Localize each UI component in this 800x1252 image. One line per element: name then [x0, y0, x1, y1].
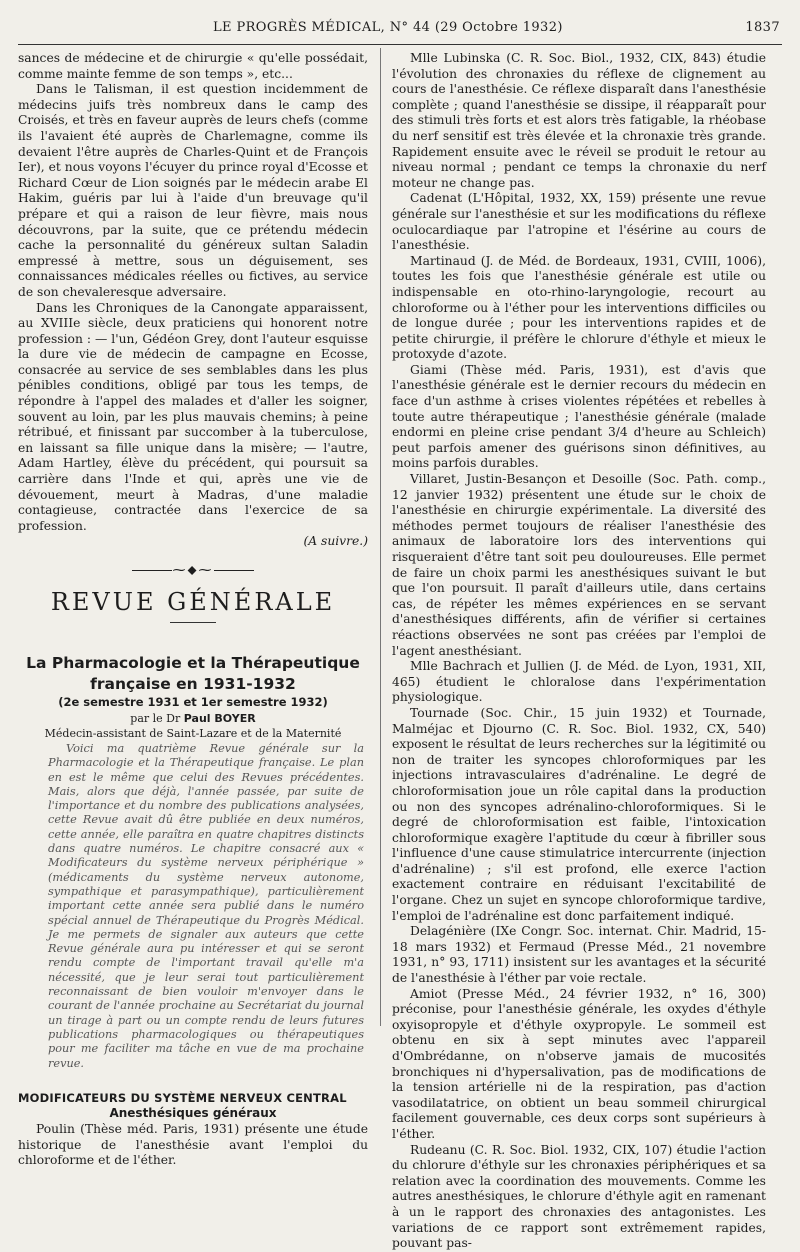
article-title-line-2: française en 1931-1932: [90, 675, 296, 694]
paragraph: Cadenat (L'Hôpital, 1932, XX, 159) présente une revue générale sur l'anesthésie et sur les modifications du réflexe oculocardiaque par l'atropine et l'ésérine au cours de l'anesthésie.: [392, 191, 766, 253]
article-title-line-1: La Pharmacologie et la Thérapeutique: [26, 654, 360, 673]
paragraph: Martinaud (J. de Méd. de Bordeaux, 1931, CVIII, 1006), toutes les fois que l'anesthésie générale est utile ou indispensable en oto-rhino-laryngologie, recourt au chloroforme ou à l'éther pour les interventions difficiles ou de longue durée ; pour les interventions rapides et de petite chirurgie, il préfère le chlorure d'éthyle et mieux le protoxyde d'azote.: [392, 253, 766, 362]
paragraph: Amiot (Presse Méd., 24 février 1932, n° 16, 300) préconise, pour l'anesthésie générale, les oxydes d'éthyle oxyisopropyle et d'éthyle oxypropyle. Le sommeil est obtenu en six à sept minutes avec l'appareil d'Ombrédanne, on n'observe jamais de mucosités bronchiques ni d'hypersalivation, pas de modifications de la tension artérielle ni de la respiration, pas d'action vasodilatatrice, on obtient un beau sommeil chirurgical facilement gouvernable, ces deux corps sont supérieurs à l'éther.: [392, 986, 766, 1141]
left-column: [18, 51, 368, 1169]
paragraph: Dans le Talisman, il est question incidemment de médecins juifs très nombreux dans le camp des Croisés, et très en faveur auprès de leurs chefs (comme ils l'avaient été auprès de Charlemagne, comme ils devaient l'être auprès de Charles-Quint et de François Ier), et nous voyons l'écuyer du prince royal d'Ecosse et Richard Cœur de Lion soignés par le médecin arabe El Hakim, guéris par lui à l'aide d'un breuvage qu'il prépare et qui a raison de leur fièvre, mais nous découvrons, par la suite, que ce prétendu médecin cache la personnalité du généreux sultan Saladin empressé à mettre, sous un déguisement, ses connaissances médicales réelles ou fictives, au service de son chevaleresque adversaire.: [18, 82, 368, 299]
heading-modificateurs: MODIFICATEURS DU SYSTÈME NERVEUX CENTRAL: [18, 1090, 347, 1105]
author-line: par le Dr Paul BOYER: [130, 711, 256, 725]
paragraph: Tournade (Soc. Chir., 15 juin 1932) et Tournade, Malméjac et Djourno (C. R. Soc. Biol. 1932, CX, 540) exposent le résultat de leurs recherches sur la légitimité ou non de traiter les syncopes chloroformiques par les injections intravasculaires d'adrénaline. Le degré de chloroformisation joue un rôle capital dans la production ou non des syncopes adrénalino-chloroformiques. Si le degré de chloroformisation est faible, l'intoxication chloroformique exagère l'aptitude du cœur à fibriller sous l'influence d'une cause stimulatrice intercurrente (injection d'adrénaline) ; s'il est profond, elle exerce l'action exactement contraire en réduisant l'excitabilité de l'organe. Chez un sujet en syncope chloroformique tardive, l'emploi de l'adrénaline est donc parfaitement indiqué.: [392, 705, 766, 923]
journal-title: LE PROGRÈS MÉDICAL, N° 44 (29 Octobre 1932): [213, 20, 563, 35]
paragraph: Dans les Chroniques de la Canongate apparaissent, au XVIIIe siècle, deux praticiens qui honorent notre profession : — l'un, Gédéon Grey, dont l'auteur esquisse la dure vie de médecin de campagne en Ecosse, consacrée au service de ses semblables dans les plus pénibles conditions, obligé par tous les temps, de répondre à l'appel des malades et d'aller les soigner, souvent au loin, par les plus mauvais chemins; à peine rétribué, et finissant par succomber à la tuberculose, en laissant sa fille unique dans la misère; — l'autre, Adam Hartley, élève du précédent, qui poursuit sa carrière dans l'Inde et qui, après une vie de dévouement, meurt à Madras, d'une maladie contagieuse, contractée dans l'exercice de sa profession.: [18, 300, 368, 533]
right-column: [392, 51, 766, 1252]
paragraph: Delagénière (IXe Congr. Soc. internat. Chir. Madrid, 15-18 mars 1932) et Fermaud (Presse Méd., 21 novembre 1931, n° 93, 1711) insistent sur les avantages et la sécurité de l'anesthésie à l'éther par voie rectale.: [392, 924, 766, 986]
author-name: Paul BOYER: [183, 711, 256, 725]
section-title: REVUE GÉNÉRALE: [50, 587, 336, 616]
ornament: ⁓⬥⁓: [18, 563, 368, 579]
paragraph: Mlle Bachrach et Jullien (J. de Méd. de Lyon, 1931, XII, 465) étudient le chloralose dans l'expérimentation physiologique.: [392, 659, 766, 705]
author-affiliation: Médecin-assistant de Saint-Lazare et de la Maternité: [44, 727, 342, 741]
header-rule: [18, 44, 782, 45]
heading-anesthesiques: Anesthésiques généraux: [109, 1106, 277, 1121]
page-header: [18, 20, 782, 40]
paragraph: Poulin (Thèse méd. Paris, 1931) présente une étude historique de l'anesthésie avant l'emploi du chloroforme et de l'éther.: [18, 1121, 368, 1168]
paragraph: Mlle Lubinska (C. R. Soc. Biol., 1932, CIX, 843) étudie l'évolution des chronaxies du réflexe de clignement au cours de l'anesthésie. Ce réflexe disparaît dans l'anesthésie complète ; quand l'anesthésie se dissipe, il réapparaît pour des stimuli très forts et est alors très fatigable, la rhéobase du nerf sensitif est très élevée et la chronaxie très grande. Rapidement ensuite avec le réveil se produit le retour au niveau normal ; pendant ce temps la chronaxie du nerf moteur ne change pas.: [392, 51, 766, 190]
paragraph: Giami (Thèse méd. Paris, 1931), est d'avis que l'anesthésie générale est le dernier recours du médecin en face d'un asthme à crises violentes répétées et rebelles à toute autre thérapeutique ; l'anesthésie générale (malade endormi en pleine crise pendant 3/4 d'heure au Schleich) peut parfois amener des guérisons sinon définitives, au moins parfois durables.: [392, 362, 766, 471]
page-number: 1837: [745, 20, 780, 35]
paragraph: Rudeanu (C. R. Soc. Biol. 1932, CIX, 107) étudie l'action du chlorure d'éthyle sur les chronaxies périphériques et sa relation avec la coordination des mouvements. Comme les autres anesthésiques, le chlorure d'éthyle agit en ramenant à un le rapport des chronaxies des antagonistes. Les variations de ce rapport sont extrêmement rapides, pouvant pas-: [392, 1142, 766, 1251]
paragraph: sances de médecine et de chirurgie « qu'elle possédait, comme mainte femme de son temps », etc...: [18, 51, 368, 81]
column-divider: [380, 48, 381, 1026]
title-rule: [170, 622, 216, 623]
article-period: (2e semestre 1931 et 1er semestre 1932): [58, 695, 328, 710]
preface: Voici ma quatrième Revue générale sur la Pharmacologie et la Thérapeutique française. Le plan en est le même que celui des Revues précédentes. Mais, alors que déjà, l'année passée, par suite de l'importance et du nombre des publications analysées, cette Revue avait dû être publiée en deux numéros, cette année, elle paraîtra en quatre chapitres distincts dans quatre numéros. Le chapitre consacré aux « Modificateurs du système nerveux périphérique » (médicaments du système nerveux autonome, sympathique et parasympathique), particulièrement important cette année sera publié dans le numéro spécial annuel de Thérapeutique du Progrès Médical. Je me permets de signaler aux auteurs que cette Revue générale aura pu intéresser et qui se seront rendu compte de l'important travail qu'elle m'a nécessité, que je leur serai tout particulièrement reconnaissant de bien vouloir m'envoyer dans le courant de l'année prochaine au Secrétariat du journal un tirage à part ou un compte rendu de leurs futures publications pharmacologiques ou thérapeutiques pour me faciliter ma tâche en vue de ma prochaine revue.: [48, 741, 364, 1070]
paragraph: Villaret, Justin-Besançon et Desoille (Soc. Path. comp., 12 janvier 1932) présentent une étude sur le choix de l'anesthésie en chirurgie expérimentale. La diversité des méthodes permet toujours de réaliser l'anesthésie des animaux de laboratoire lors des interventions qui risqueraient d'être tant soit peu douloureuses. Elle permet de faire un choix parmi les anesthésiques suivant le but que l'on poursuit. Il paraît d'ailleurs utile, dans certains cas, de répéter les mêmes expériences en se servant d'anesthésiques différents, afin de vérifier si certaines réactions observées ne sont pas créées par l'emploi de l'agent anesthésiant.: [392, 472, 766, 658]
a-suivre: (A suivre.): [303, 534, 368, 549]
